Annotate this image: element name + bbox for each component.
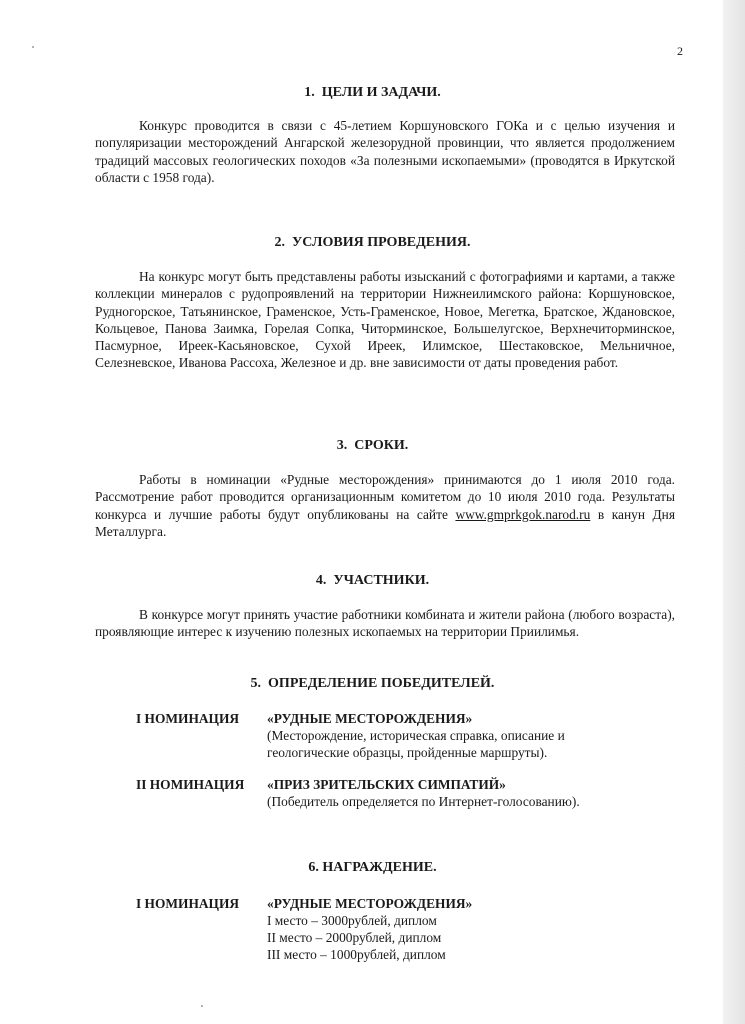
section-3-paragraph [95, 471, 675, 540]
section-1-paragraph [95, 117, 675, 186]
section-5-heading: 5. ОПРЕДЕЛЕНИЕ ПОБЕДИТЕЛЕЙ. [250, 676, 495, 691]
section-2-heading: 2. УСЛОВИЯ ПРОВЕДЕНИЯ. [274, 235, 471, 250]
section-1-heading: 1. ЦЕЛИ И ЗАДАЧИ. [304, 85, 441, 100]
scan-speck [32, 46, 34, 48]
nomination-label: II НОМИНАЦИЯ [136, 777, 245, 792]
award-body [267, 895, 667, 963]
nomination-body [267, 776, 667, 810]
award-line: III место – 1000рублей, диплом [267, 947, 446, 962]
section-3-text-end: в канун Дня Металлурга. [95, 506, 675, 539]
website-link[interactable]: www.gmprkgok.narod.ru [455, 506, 591, 522]
section-2-text: На конкурс могут быть представлены работы изысканий с фотографиями и картами, а также коллекции минералов с рудопроявлений на территории Нижнеилимского района: Коршуновское, Рудногорское, Татьянинское, Граменское, Усть-Граменское, Новое, Мегетка, Братское, Ждановское, Кольцевое, Панова Заимка, Горелая Сопка, Читорминское, Большелугское, Верхнечиторминское, Пасмурное, Иреек-Касьяновское, Сухой Иреек, Илимское, Шестаковское, Мельничное, Селезневское, Иванова Рассоха, Железное и др. вне зависимости от даты проведения работ. [95, 269, 675, 371]
section-1-text: Конкурс проводится в связи с 45-летием Коршуновского ГОКа и с целью изучения и популяризации месторождений Ангарской железорудной провинции, что является продолжением традиций массовых геологических походов «За полезными ископаемыми» (проводятся в Иркутской области с 1958 года). [95, 118, 675, 185]
section-2-paragraph [95, 268, 675, 372]
nomination-line: (Победитель определяется по Интернет-голосованию). [267, 794, 580, 809]
nomination-body [267, 710, 667, 761]
section-4-text: В конкурсе могут принять участие работники комбината и жители района (любого возраста), проявляющие интерес к изучению полезных ископаемых на территории Приилимья. [95, 607, 675, 640]
page-number: 2 [677, 44, 683, 58]
nomination-line: (Месторождение, историческая справка, описание и [267, 728, 565, 743]
award-line: II место – 2000рублей, диплом [267, 930, 442, 945]
nomination-title: «ПРИЗ ЗРИТЕЛЬСКИХ СИМПАТИЙ» [267, 777, 506, 792]
section-3-text [95, 471, 675, 540]
section-4-paragraph [95, 606, 675, 641]
section-3-heading: 3. СРОКИ. [336, 438, 409, 453]
section-4-heading: 4. УЧАСТНИКИ. [315, 573, 430, 588]
award-nomination-label: I НОМИНАЦИЯ [136, 896, 240, 911]
nomination-line: геологические образцы, пройденные маршруты). [267, 745, 548, 760]
section-3-text-start: Работы в номинации «Рудные месторождения» принимаются до 1 июля 2010 года. Рассмотрение работ проводится организационным комитетом до 10 июля 2010 года. Результаты конкурса и лучшие работы будут опубликованы на сайте [95, 472, 675, 522]
scan-speck [201, 1005, 203, 1007]
nomination-label: I НОМИНАЦИЯ [136, 711, 240, 726]
section-6-heading: 6. НАГРАЖДЕНИЕ. [308, 860, 437, 875]
award-nomination-title: «РУДНЫЕ МЕСТОРОЖДЕНИЯ» [267, 896, 473, 911]
nomination-title: «РУДНЫЕ МЕСТОРОЖДЕНИЯ» [267, 711, 473, 726]
award-line: I место – 3000рублей, диплом [267, 913, 437, 928]
